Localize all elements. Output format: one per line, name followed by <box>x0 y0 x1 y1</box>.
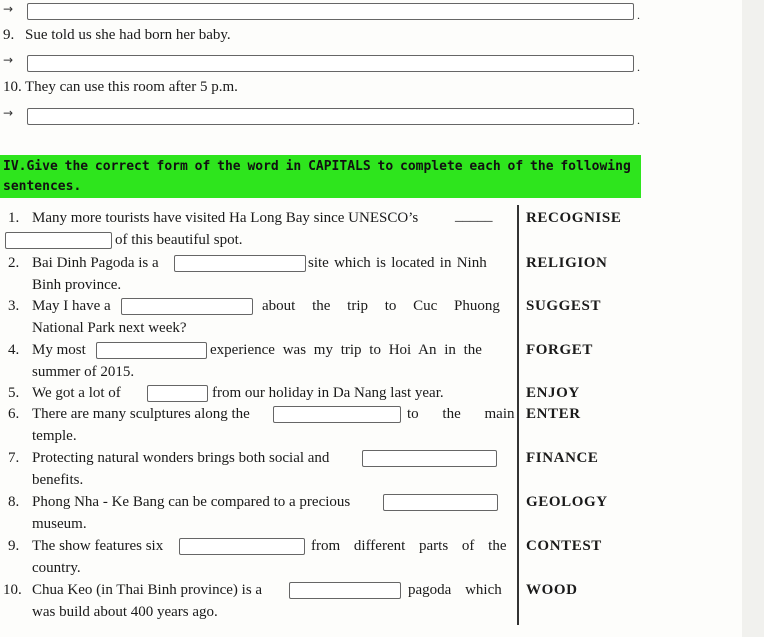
period-mark: . <box>637 8 640 22</box>
answer-box-9b[interactable] <box>179 538 305 555</box>
answer-box-10b[interactable] <box>289 582 401 599</box>
answer-box-8b[interactable] <box>383 494 498 511</box>
column-divider <box>517 205 519 625</box>
item-5-after: from our holiday in Da Nang last year. <box>212 385 444 401</box>
item-3-number: 3. <box>8 298 20 314</box>
item-6-text: There are many sculptures along the <box>32 406 250 422</box>
item-1-blank: _____ <box>455 208 493 224</box>
item-8-text: Phong Nha - Ke Bang can be compared to a precious <box>32 494 351 510</box>
item-8-number: 8. <box>8 494 20 510</box>
item-6-after: to the main <box>407 406 515 422</box>
arrow-icon: → <box>3 53 14 67</box>
answer-box-4[interactable] <box>96 342 207 359</box>
item-4-after: experience was my trip to Hoi An in the <box>210 342 482 358</box>
item-10-text: Chua Keo (in Thai Binh province) is a <box>32 582 263 598</box>
item-9-number: 9. <box>8 538 20 554</box>
sentence-9-number: 9. <box>3 27 15 43</box>
item-3-after: about the trip to Cuc Phuong <box>262 298 500 314</box>
answer-box-6[interactable] <box>273 406 401 423</box>
section-heading: IV.Give the correct form of the word in CAPITALS to complete each of the following <box>3 159 631 174</box>
item-4-continuation: summer of 2015. <box>32 364 135 380</box>
item-7-text: Protecting natural wonders brings both social and <box>32 450 330 466</box>
item-3-text: May I have a <box>32 298 111 314</box>
keyword-1: RECOGNISE <box>526 210 622 226</box>
arrow-icon: → <box>3 106 14 120</box>
item-2-after: site which is located in Ninh <box>308 255 487 271</box>
answer-box-3[interactable] <box>121 298 253 315</box>
item-1-continuation: of this beautiful spot. <box>115 232 243 248</box>
section-heading-cont: sentences. <box>3 179 82 194</box>
period-mark: . <box>637 60 640 74</box>
item-9-continuation: country. <box>32 560 81 576</box>
arrow-icon: → <box>3 2 14 16</box>
keyword-9: CONTEST <box>526 538 602 554</box>
item-6-number: 6. <box>8 406 20 422</box>
item-10-number: 10. <box>3 582 22 598</box>
keyword-10: WOOD <box>526 582 578 598</box>
answer-box-2[interactable] <box>174 255 306 272</box>
item-1-number: 1. <box>8 210 20 226</box>
keyword-3: SUGGEST <box>526 298 602 314</box>
item-7-number: 7. <box>8 450 20 466</box>
item-10-after: pagoda which <box>408 582 502 598</box>
answer-box-7[interactable] <box>362 450 497 467</box>
item-4-text: My most <box>32 342 86 358</box>
item-2-continuation: Binh province. <box>32 277 122 293</box>
item-7-continuation: benefits. <box>32 472 84 488</box>
item-10-continuation: was build about 400 years ago. <box>32 604 218 620</box>
item-2-text: Bai Dinh Pagoda is a <box>32 255 159 271</box>
answer-box-10[interactable] <box>27 108 634 125</box>
item-1-text: Many more tourists have visited Ha Long Bay since UNESCO’s <box>32 210 419 226</box>
item-4-number: 4. <box>8 342 20 358</box>
item-9-text: The show features six <box>32 538 164 554</box>
page-edge <box>742 0 764 637</box>
keyword-5: ENJOY <box>526 385 580 401</box>
sentence-9-text: Sue told us she had born her baby. <box>25 27 231 43</box>
answer-box-5[interactable] <box>147 385 208 402</box>
item-5-text: We got a lot of <box>32 385 121 401</box>
item-8-continuation: museum. <box>32 516 87 532</box>
answer-box-1[interactable] <box>5 232 112 249</box>
keyword-6: ENTER <box>526 406 581 422</box>
keyword-2: RELIGION <box>526 255 608 271</box>
item-2-number: 2. <box>8 255 20 271</box>
answer-box-9[interactable] <box>27 55 634 72</box>
item-3-continuation: National Park next week? <box>32 320 187 336</box>
keyword-8: GEOLOGY <box>526 494 608 510</box>
period-mark: . <box>637 113 640 127</box>
keyword-7: FINANCE <box>526 450 599 466</box>
keyword-4: FORGET <box>526 342 593 358</box>
item-6-continuation: temple. <box>32 428 77 444</box>
sentence-10-number: 10. <box>3 79 22 95</box>
item-5-number: 5. <box>8 385 20 401</box>
item-9-after: from different parts of the <box>311 538 507 554</box>
answer-box-8[interactable] <box>27 3 634 20</box>
sentence-10-text: They can use this room after 5 p.m. <box>25 79 238 95</box>
